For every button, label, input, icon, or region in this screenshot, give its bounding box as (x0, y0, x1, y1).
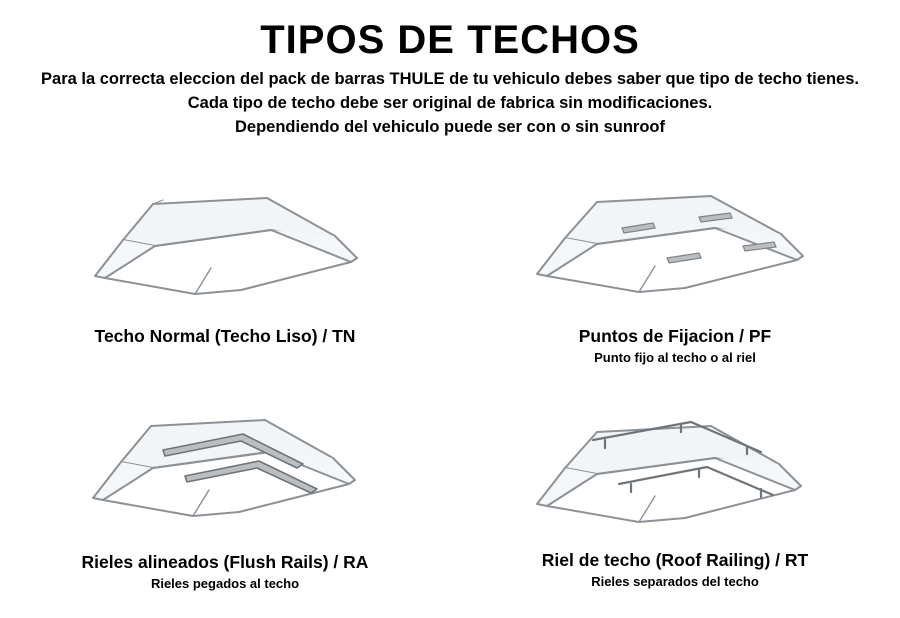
roof-type-card-tn (0, 166, 450, 386)
roof-type-card-rt (450, 386, 900, 606)
roof-type-note-ra: Rieles pegados al techo (150, 576, 300, 591)
roof-type-note-pf: Punto fijo al techo o al riel (594, 350, 756, 365)
roof-fixpoint-icon (485, 172, 865, 322)
roof-type-label-ra: Rieles alineados (Flush Rails) / RA (81, 552, 369, 572)
roof-type-note-rt: Rieles separados del techo (591, 574, 759, 589)
roof-type-label-rt: Riel de techo (Roof Railing) / RT (541, 550, 809, 570)
intro-line-1: Para la correcta eleccion del pack de barras THULE de tu vehiculo debes saber que tipo de techo tienes. (41, 70, 859, 88)
roof-normal-icon (35, 172, 415, 322)
roof-type-label-tn: Techo Normal (Techo Liso) / TN (94, 326, 356, 346)
roof-type-card-ra (0, 386, 450, 606)
roof-railing-icon (485, 396, 865, 546)
page-title: TIPOS DE TECHOS (260, 18, 640, 62)
roof-types-grid (0, 166, 900, 606)
roof-type-card-pf (450, 166, 900, 386)
intro-text (0, 68, 900, 140)
intro-line-3: Dependiendo del vehiculo puede ser con o sin sunroof (235, 117, 665, 136)
poster-root (0, 18, 900, 618)
roof-type-label-pf: Puntos de Fijacion / PF (578, 326, 772, 346)
intro-line-2: Cada tipo de techo debe ser original de fabrica sin modificaciones. (187, 93, 713, 112)
roof-flush-rails-icon (35, 398, 415, 548)
